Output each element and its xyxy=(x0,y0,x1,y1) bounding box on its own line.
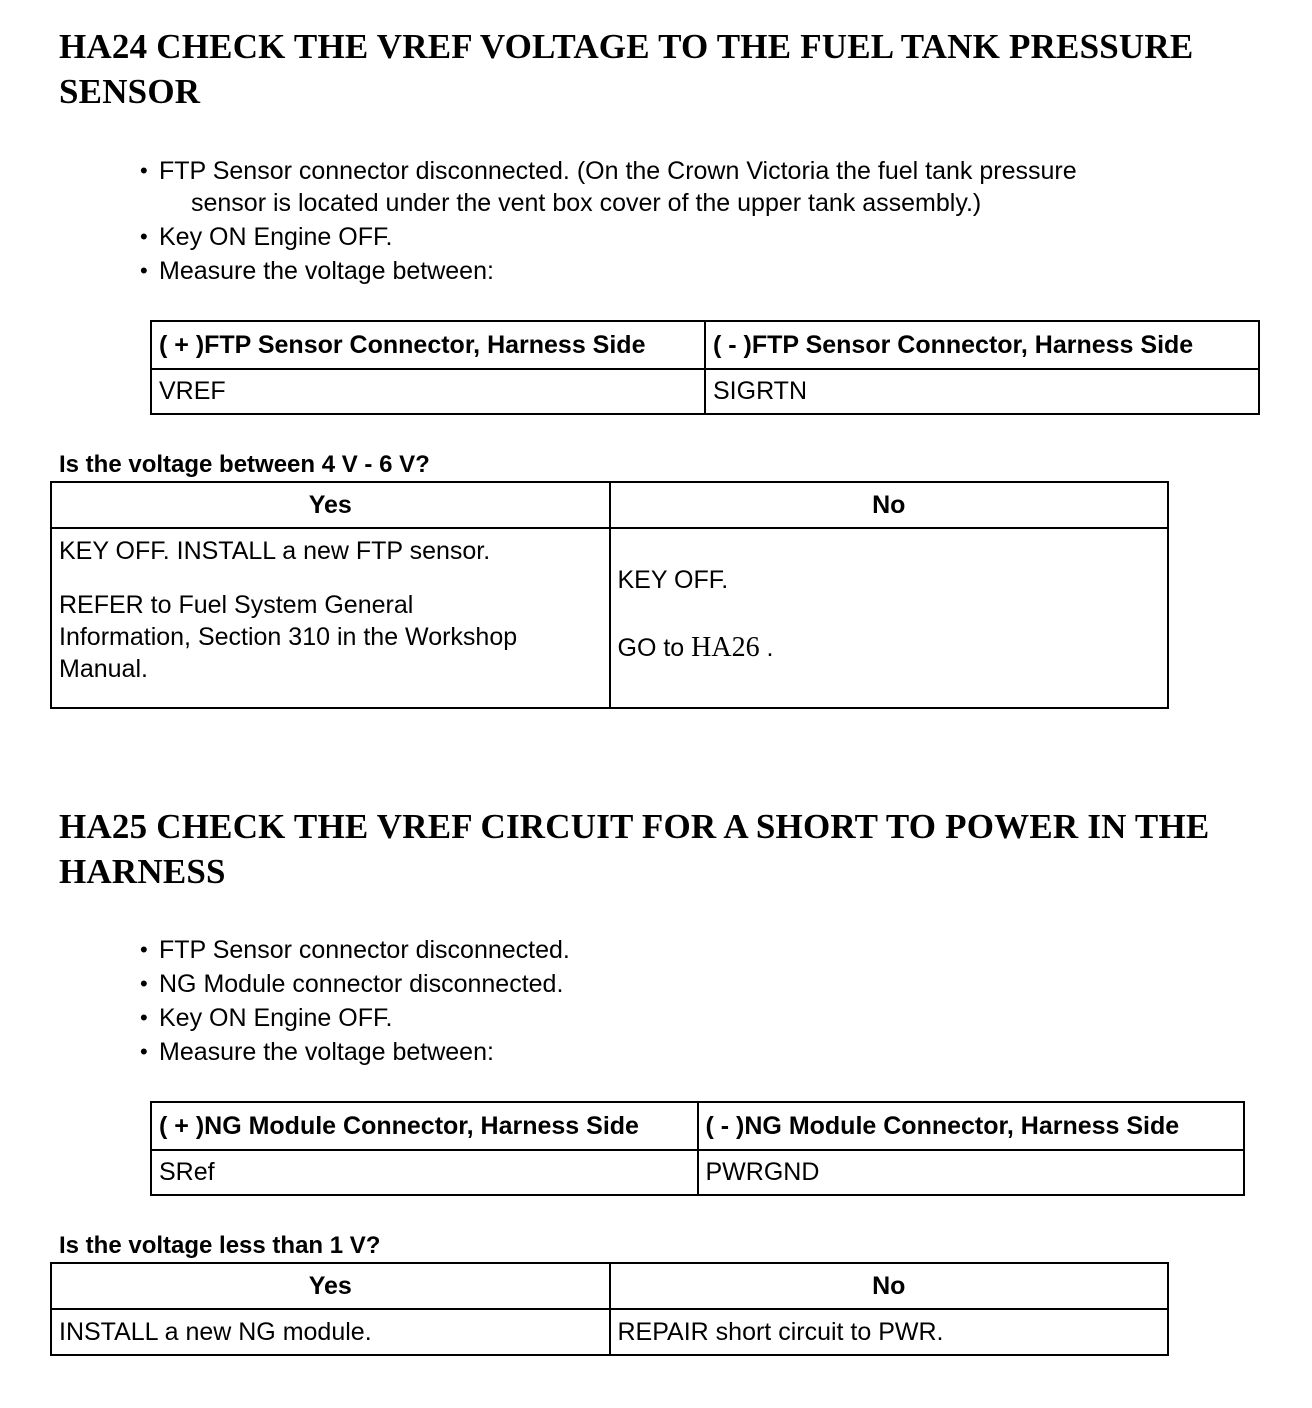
ha24-result-table xyxy=(50,481,1169,709)
ha25-result-table xyxy=(50,1262,1169,1356)
yes-header: Yes xyxy=(51,1263,610,1309)
ha24-bullet-list xyxy=(140,155,1240,289)
positive-lead-header: ( + )FTP Sensor Connector, Harness Side xyxy=(151,321,705,369)
bullet-icon: • xyxy=(140,1039,148,1064)
bullet-icon: • xyxy=(140,158,148,183)
list-item xyxy=(140,1002,1240,1034)
table-header-row xyxy=(51,482,1168,528)
bullet-icon: • xyxy=(140,224,148,249)
bullet-text: Measure the voltage between: xyxy=(159,1038,494,1066)
ha24-measure-table xyxy=(150,320,1260,415)
list-item xyxy=(140,968,1240,1000)
ha24-heading: HA24 CHECK THE VREF VOLTAGE TO THE FUEL TANK PRESSURE SENSOR xyxy=(59,27,1194,111)
table-row xyxy=(51,1309,1168,1355)
ha25-measure-table xyxy=(150,1101,1245,1196)
table-row xyxy=(151,369,1259,414)
list-item xyxy=(140,221,1240,253)
yes-cell xyxy=(51,528,610,708)
no-header: No xyxy=(610,1263,1169,1309)
table-header-row xyxy=(151,321,1259,369)
ha25-bullet-list xyxy=(140,934,1240,1070)
bullet-icon: • xyxy=(140,937,148,962)
table-header-row xyxy=(51,1263,1168,1309)
yes-header: Yes xyxy=(51,482,610,528)
yes-cell: INSTALL a new NG module. xyxy=(51,1309,610,1355)
positive-lead-header: ( + )NG Module Connector, Harness Side xyxy=(151,1102,698,1150)
table-row xyxy=(151,1150,1244,1195)
yes-line: KEY OFF. INSTALL a new FTP sensor. xyxy=(59,537,491,565)
yes-line: REFER to Fuel System General xyxy=(59,591,414,619)
negative-lead-header: ( - )NG Module Connector, Harness Side xyxy=(698,1102,1245,1150)
bullet-icon: • xyxy=(140,1005,148,1030)
no-cell: REPAIR short circuit to PWR. xyxy=(610,1309,1169,1355)
no-header: No xyxy=(610,482,1169,528)
positive-lead-cell: SRef xyxy=(151,1150,698,1195)
goto-prefix: GO to xyxy=(617,634,685,662)
list-item xyxy=(140,934,1240,966)
list-item xyxy=(140,255,1240,287)
table-header-row xyxy=(151,1102,1244,1150)
bullet-icon: • xyxy=(140,971,148,996)
yes-line: Information, Section 310 in the Workshop xyxy=(59,623,518,651)
negative-lead-header: ( - )FTP Sensor Connector, Harness Side xyxy=(705,321,1259,369)
ha26-link[interactable]: HA26 xyxy=(691,632,760,663)
ha25-heading: HA25 CHECK THE VREF CIRCUIT FOR A SHORT TO POWER IN THE HARNESS xyxy=(59,807,1210,891)
no-line: KEY OFF. xyxy=(617,566,729,594)
negative-lead-cell: PWRGND xyxy=(698,1150,1245,1195)
bullet-icon: • xyxy=(140,258,148,283)
bullet-text: FTP Sensor connector disconnected. (On the Crown Victoria the fuel tank pressure xyxy=(159,157,1077,185)
bullet-text: Measure the voltage between: xyxy=(159,257,494,285)
list-item xyxy=(140,1036,1240,1068)
list-item xyxy=(140,155,1240,219)
bullet-text: Key ON Engine OFF. xyxy=(159,1004,393,1032)
no-goto-line xyxy=(618,632,1161,664)
yes-line: Manual. xyxy=(59,655,148,683)
table-row xyxy=(51,528,1168,708)
negative-lead-cell: SIGRTN xyxy=(705,369,1259,414)
no-cell xyxy=(610,528,1169,708)
ha24-question: Is the voltage between 4 V - 6 V? xyxy=(59,451,430,478)
ha25-question: Is the voltage less than 1 V? xyxy=(59,1232,381,1259)
bullet-text: FTP Sensor connector disconnected. xyxy=(159,936,570,964)
positive-lead-cell: VREF xyxy=(151,369,705,414)
bullet-text: Key ON Engine OFF. xyxy=(159,223,393,251)
bullet-text: NG Module connector disconnected. xyxy=(159,970,564,998)
bullet-text-continued: sensor is located under the vent box cover of the upper tank assembly.) xyxy=(191,189,982,217)
goto-suffix: . xyxy=(766,634,774,662)
